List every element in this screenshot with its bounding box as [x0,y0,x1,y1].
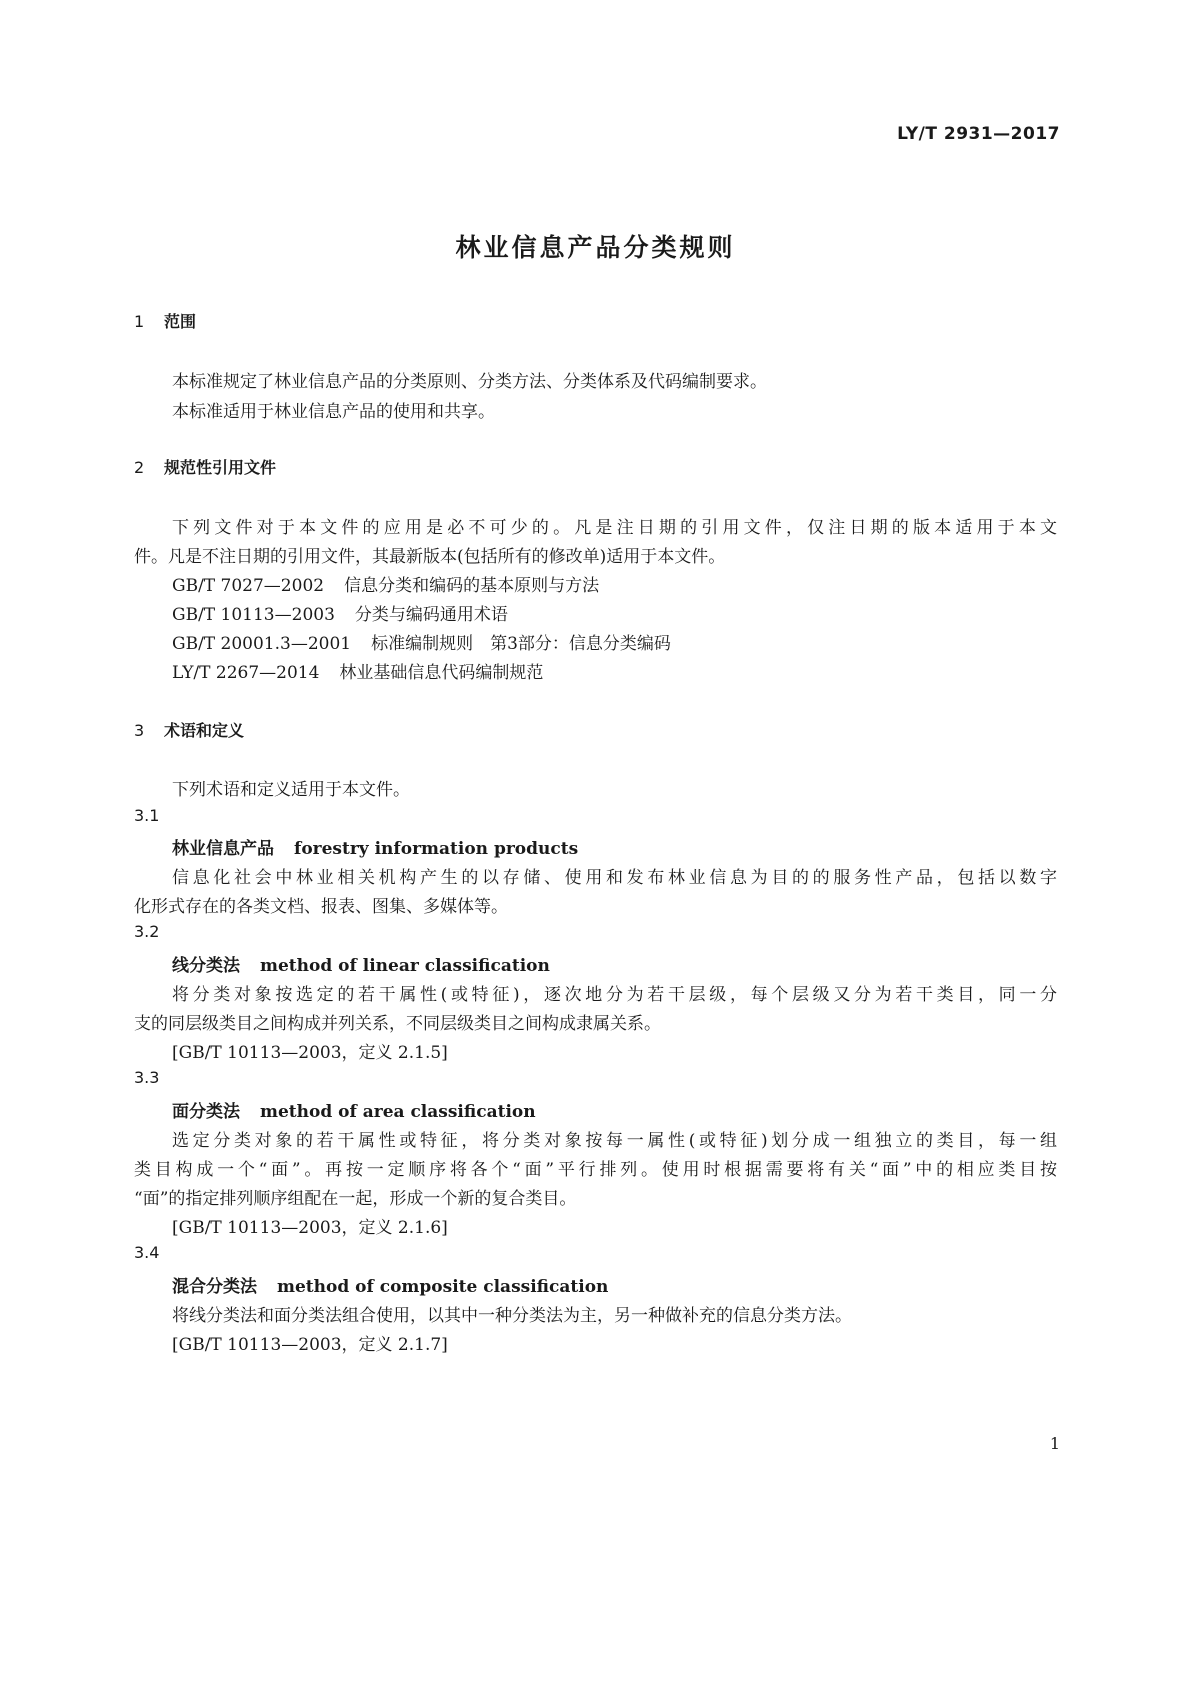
term-number: 3.1 [134,806,160,825]
term-number: 3.2 [134,922,160,941]
definition-line: 选定分类对象的若干属性或特征，将分类对象按每一属性(或特征)划分成一组独立的类目，每一组 [172,1131,1057,1151]
term-number: 3.4 [134,1243,160,1262]
definition-line: 类目构成一个“面”。再按一定顺序将各个“面”平行排列。使用时根据需要将有关“面”中的相应类目按 [134,1160,1057,1180]
definition-line: 将线分类法和面分类法组合使用，以其中一种分类法为主，另一种做补充的信息分类方法。 [172,1306,852,1326]
term-en: method of area classification [260,1102,536,1122]
section-title: 范围 [164,312,197,331]
section-heading-terms-and-definitions [134,718,244,741]
paragraph: 本标准适用于林业信息产品的使用和共享。 [172,402,495,422]
term-heading [172,951,550,976]
page-number: 1 [1049,1434,1060,1453]
definition-source: [GB/T 10113—2003，定义 2.1.6] [172,1218,448,1238]
section-title: 规范性引用文件 [164,458,277,477]
reference-title: 标准编制规则 第3部分：信息分类编码 [371,634,671,654]
definition-source: [GB/T 10113—2003，定义 2.1.5] [172,1043,448,1063]
term-en: method of linear classification [260,956,550,976]
term-zh: 混合分类法 [172,1277,257,1297]
document-code: LY/T 2931—2017 [897,124,1060,144]
section-number: 1 [134,312,145,331]
term-heading [172,1097,536,1122]
section-number: 2 [134,458,145,477]
page-title: 林业信息产品分类规则 [455,233,736,262]
section-heading-normative-references [134,455,276,478]
term-heading [172,834,578,859]
definition-line: 支的同层级类目之间构成并列关系，不同层级类目之间构成隶属关系。 [134,1014,661,1034]
reference-title: 林业基础信息代码编制规范 [339,663,544,683]
definition-line: “面”的指定排列顺序组配在一起，形成一个新的复合类目。 [134,1189,577,1209]
paragraph-line: 件。凡是不注日期的引用文件，其最新版本(包括所有的修改单)适用于本文件。 [134,547,726,567]
reference-title: 信息分类和编码的基本原则与方法 [344,576,600,596]
reference-code: GB/T 20001.3—2001 [172,634,352,654]
reference-code: GB/T 7027—2002 [172,576,325,596]
term-en: method of composite classification [277,1277,609,1297]
section-heading-scope [134,309,196,332]
reference-item [172,600,508,625]
term-zh: 面分类法 [172,1102,240,1122]
definition-source: [GB/T 10113—2003，定义 2.1.7] [172,1335,448,1355]
reference-code: LY/T 2267—2014 [172,663,320,683]
definition-line: 将分类对象按选定的若干属性(或特征)，逐次地分为若干层级，每个层级又分为若干类目，同一分 [172,985,1057,1005]
section-number: 3 [134,721,145,740]
paragraph: 本标准规定了林业信息产品的分类原则、分类方法、分类体系及代码编制要求。 [172,372,767,392]
reference-item [172,658,543,683]
paragraph: 下列术语和定义适用于本文件。 [172,780,410,800]
reference-code: GB/T 10113—2003 [172,605,335,625]
term-zh: 线分类法 [172,956,240,976]
term-number: 3.3 [134,1068,160,1087]
definition-line: 化形式存在的各类文档、报表、图集、多媒体等。 [134,897,508,917]
definition-line: 信息化社会中林业相关机构产生的以存储、使用和发布林业信息为目的的服务性产品，包括以数字 [172,868,1057,888]
reference-item [172,629,671,654]
section-title: 术语和定义 [164,721,245,740]
term-en: forestry information products [294,839,579,859]
term-zh: 林业信息产品 [172,839,274,859]
paragraph-line: 下列文件对于本文件的应用是必不可少的。凡是注日期的引用文件，仅注日期的版本适用于本文 [172,518,1057,538]
reference-item [172,571,599,596]
term-heading [172,1272,608,1297]
reference-title: 分类与编码通用术语 [354,605,508,625]
